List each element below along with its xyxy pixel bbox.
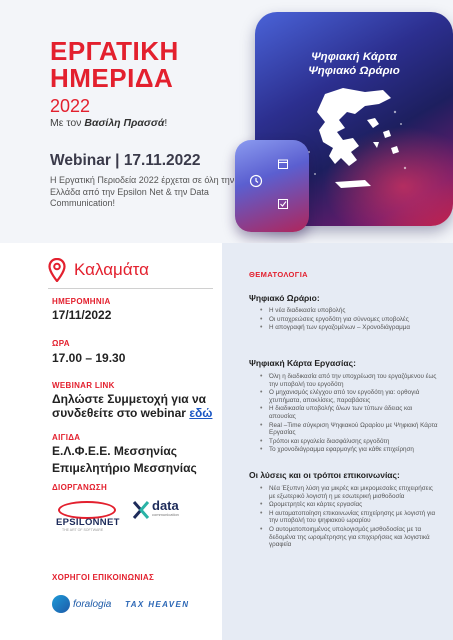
epsilon-net-tagline: THE ART OF SOFTWARE [62, 528, 104, 532]
foralogia-name: foralogia [73, 598, 112, 610]
lower-section [0, 243, 453, 640]
foralogia-mark-icon [52, 595, 70, 613]
list-item: • Ωρομετρητές και κάρτες εργασίας [260, 501, 440, 509]
clock-icon [249, 174, 263, 188]
list-item: • Νέα Έξυπνη λύση για μικρές και μικρομεσαίες επιχειρήσεις με εξωτερικό λογιστή η με εσωτερική μισθοδοσία [260, 485, 440, 500]
register-text: Δηλώστε Συμμετοχή για να συνδεθείτε στο webinar [52, 392, 207, 420]
topics-panel [222, 243, 453, 640]
topic-section-title: Ψηφιακή Κάρτα Εργασίας: [249, 358, 356, 368]
list-item: • Η αυτοματοποίηση επικοινωνίας επιχείρησης με λογιστή για την υποβολή του ψηφιακού ωραρίου [260, 510, 440, 525]
event-title-line2: ΗΜΕΡΙΔΑ [50, 63, 174, 93]
topic-list [260, 373, 440, 455]
list-item: • Η διαδικασία υποβολής όλων των τύπων άδειας και απουσίας [260, 405, 440, 420]
list-item: • Ο αυτοματοποιημένος υπολογισμός μισθοδοσίας με τα δεδομένα της ωρομέτρησης για επιχειρήσεις και λογιστικά γραφεία [260, 526, 440, 549]
webinar-link-text [52, 392, 220, 420]
checkbox-icon [277, 198, 289, 210]
sponsors-label: ΧΟΡΗΓΟΙ ΕΠΙΚΟΙΝΩΝΙΑΣ [52, 573, 155, 582]
card-title [255, 50, 453, 78]
event-details [0, 243, 222, 640]
topic-section-title: Οι λύσεις και οι τρόποι επικοινωνίας: [249, 470, 400, 480]
speaker-suffix: ! [164, 117, 168, 129]
event-title-line1: ΕΡΓΑΤΙΚΗ [50, 36, 179, 66]
list-item: • Το χρονοδιάγραμμα εφαρμογής για κάθε επιχείρηση [260, 446, 440, 454]
organizer-label: ΔΙΟΡΓΑΝΩΣΗ [52, 483, 108, 492]
list-item: • Όλη η διαδικασία από την υποχρέωση του εργαζόμενου έως την υποβολή του εργοδότη [260, 373, 440, 388]
aegis-line1: Ε.Λ.Φ.Ε.Ε. Μεσσηνίας [52, 444, 177, 458]
aegis-label: ΑΙΓΙΔΑ [52, 433, 81, 442]
list-item: • Ο μηχανισμός ελέγχου από τον εργοδότη για: ορθογιά χτυπήματα, αποκλίσεις, παραβάσεις [260, 389, 440, 404]
time-value: 17.00 – 19.30 [52, 351, 126, 365]
location-name: Καλαμάτα [74, 260, 149, 279]
hero-illustration [235, 0, 453, 243]
speaker-name: Βασίλη Πρασσά [84, 117, 165, 129]
speaker-prefix: Με τον [50, 117, 85, 129]
hero-text [50, 38, 245, 210]
data-communication-name: data [152, 498, 179, 513]
location [48, 258, 149, 282]
data-communication-mark-icon [132, 500, 150, 520]
location-pin-icon [48, 258, 66, 282]
divider [48, 288, 213, 289]
topic-section-title: Ψηφιακό Ωράριο: [249, 293, 320, 303]
register-link[interactable]: εδώ [189, 406, 213, 420]
date-label: ΗΜΕΡΟΜΗΝΙΑ [52, 297, 111, 306]
greece-map-icon [295, 82, 415, 197]
list-item: • Η απογραφή των εργαζομένων – Χρονοδιάγραμμα [260, 324, 440, 332]
list-item: • Η νέα διαδικασία υποβολής [260, 307, 440, 315]
card-title-line1: Ψηφιακή Κάρτα [311, 51, 397, 63]
tax-heaven-logo: TAX HEAVEN [125, 600, 190, 609]
calendar-icon [277, 158, 289, 170]
speaker-line [50, 117, 245, 129]
aegis-line2: Επιμελητήριο Μεσσηνίας [52, 461, 197, 475]
card-title-line2: Ψηφιακό Ωράριο [308, 65, 400, 77]
card-icons-graphic [235, 140, 309, 232]
hero-section [0, 0, 453, 243]
event-year: 2022 [50, 96, 91, 116]
date-value: 17/11/2022 [52, 308, 112, 322]
webinar-date: Webinar | 17.11.2022 [50, 152, 201, 169]
topic-list [260, 485, 440, 550]
foralogia-logo [52, 595, 111, 613]
list-item: • Τρόποι και εργαλεία διασφάλισης εργοδότη [260, 438, 440, 446]
webinar-link-label: WEBINAR LINK [52, 381, 115, 390]
topic-list [260, 307, 440, 333]
list-item: • Real –Time σύγκριση Ψηφιακού Ωραρίου με Ψηφιακή Κάρτα Εργασίας [260, 422, 440, 437]
data-communication-tagline: communication [152, 512, 179, 517]
topics-heading: ΘΕΜΑΤΟΛΟΓΙΑ [249, 270, 308, 279]
list-item: • Οι υποχρεώσεις εργοδότη για σύννομες υποβολές [260, 316, 440, 324]
time-label: ΩΡΑ [52, 339, 70, 348]
intro-text: Η Εργατική Περιοδεία 2022 έρχεται σε όλη την Ελλάδα από την Epsilon Net & την Data Communication! [50, 175, 235, 208]
epsilon-net-name: EPSILONNET [56, 517, 120, 528]
data-communication-logo [132, 498, 204, 528]
